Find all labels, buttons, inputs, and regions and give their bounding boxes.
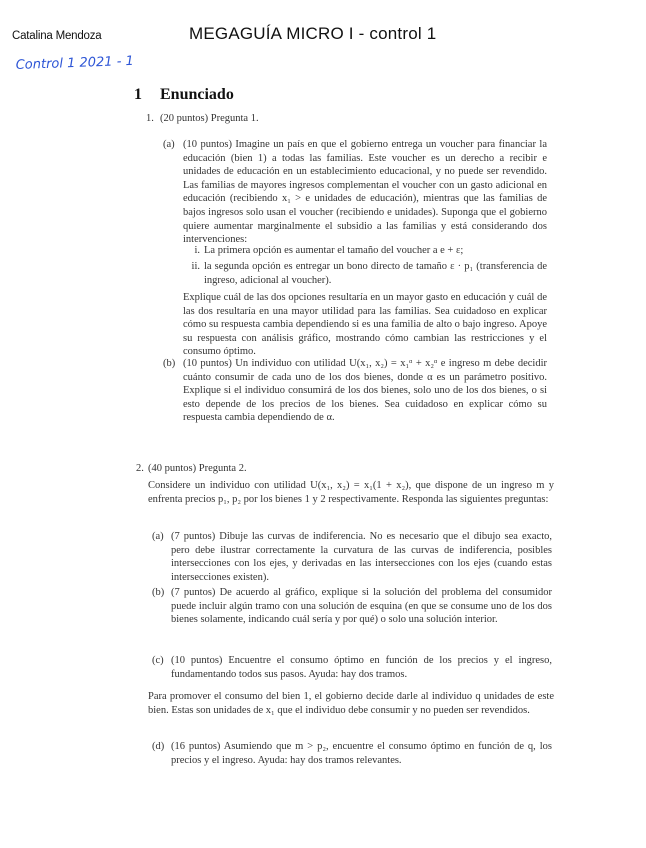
question-2b <box>152 586 552 627</box>
author-name: Catalina Mendoza <box>12 30 102 42</box>
option-ii-text: la segunda opción es entregar un bono directo de tamaño ε · p₁ (transferencia de ingreso, adicional al voucher). <box>204 261 547 286</box>
option-i-label: i. <box>194 245 200 256</box>
question-2d-text: (16 puntos) Asumiendo que m > p₂, encuentre el consumo óptimo en función de q, los precios y el ingreso. Ayuda: hay dos tramos relevantes. <box>171 741 552 766</box>
question-2b-text: (7 puntos) De acuerdo al gráfico, explique si la solución del problema del consumidor puede incluir algún tramo con una solución de esquina (en que se consume uno de los dos bienes solamente, indicando cuál sería y por qué) o solo una solución interior. <box>171 587 552 626</box>
question-2b-label: (b) <box>152 587 165 598</box>
question-1a-followup: Explique cuál de las dos opciones resultaría en un mayor gasto en educación y cuál de las dos resultaría en una mayor utilidad para las familias. Sea cuidadoso en explicar cómo su respuesta cambia dependiendo si es una familia de alto o bajo ingreso. Apoye su respuesta con análisis gráfico, mostrando cómo cambian las restricciones y el consumo óptimo. <box>183 292 547 358</box>
question-1a-label: (a) <box>163 139 175 150</box>
question-2c <box>152 654 552 681</box>
question-1b-label: (b) <box>163 358 176 369</box>
question-2a-text: (7 puntos) Dibuje las curvas de indiferencia. No es necesario que el dibujo sea exacto, pero debe ilustrar correctamente la curvatura de las curvas de indiferencia, posibles intersecciones con los ejes, y derivadas en las intersecciones con los ejes (cuando estas intersecciones existen). <box>171 531 552 583</box>
option-i-text: La primera opción es aumentar el tamaño del voucher a e + ε; <box>204 245 464 256</box>
question-1b <box>163 357 547 425</box>
option-i <box>186 244 547 258</box>
question-2a-label: (a) <box>152 531 164 542</box>
question-2c-text: (10 puntos) Encuentre el consumo óptimo en función de los precios y el ingreso, fundamentando todos sus pasos. Ayuda: hay dos tramos. <box>171 655 552 680</box>
question-2d <box>152 740 552 767</box>
question-2c-label: (c) <box>152 655 164 666</box>
question-1-heading <box>146 112 556 126</box>
question-1a <box>163 138 547 247</box>
option-ii <box>186 260 547 287</box>
question-1-label: 1. <box>146 113 154 124</box>
question-2a <box>152 530 552 584</box>
section-title: Enunciado <box>160 86 234 103</box>
question-2-label: 2. <box>136 463 144 474</box>
section-heading <box>134 86 234 104</box>
option-ii-label: ii. <box>191 261 200 272</box>
question-2-heading <box>136 462 556 476</box>
handwritten-note: Control 1 2021 - 1 <box>15 53 135 73</box>
question-2d-label: (d) <box>152 741 165 752</box>
question-2-transition: Para promover el consumo del bien 1, el gobierno decide darle al individuo q unidades de este bien. Estas son unidades de x₁ que el individuo debe consumir y no pueden ser revendidos. <box>148 691 554 716</box>
question-1-text: (20 puntos) Pregunta 1. <box>160 113 259 124</box>
section-number: 1 <box>134 86 142 103</box>
question-2-text: (40 puntos) Pregunta 2. <box>148 463 247 474</box>
question-1b-text: (10 puntos) Un individuo con utilidad U(x₁, x₂) = x₁ᵅ + x₂ᵅ e ingreso m debe decidir cuánto consumir de cada uno de los dos bienes, donde α es un parámetro positivo. Explique si el individuo consumirá de los dos bienes, solo uno de los dos bienes, o si esto depende de los precios de los bienes. Sea cuidadoso en explicar cómo su respuesta cambia dependiendo de α. <box>183 358 547 424</box>
question-2-intro: Considere un individuo con utilidad U(x₁, x₂) = x₁(1 + x₂), que dispone de un ingreso m y enfrenta precios p₁, p₂ por los bienes 1 y 2 respectivamente. Responda las siguientes preguntas: <box>148 480 554 505</box>
document-title: MEGAGUÍA MICRO I - control 1 <box>189 24 437 43</box>
question-1a-text: (10 puntos) Imagine un país en que el gobierno entrega un voucher para financiar la educación (bien 1) a todas las familias. Este voucher es un derecho a recibir e unidades de educación en un establecimiento educacional, y no puede ser revendido. Las familias de mayores ingresos complementan el voucher con un gasto adicional en educación (recibiendo x₁ > e unidades de educación), mientras que las familias de bajos ingresos solo usan el voucher (recibiendo e unidades). Suponga que el gobierno quiere aumentar marginalmente el subsidio a las familias y está considerando dos intervenciones: <box>183 139 547 246</box>
